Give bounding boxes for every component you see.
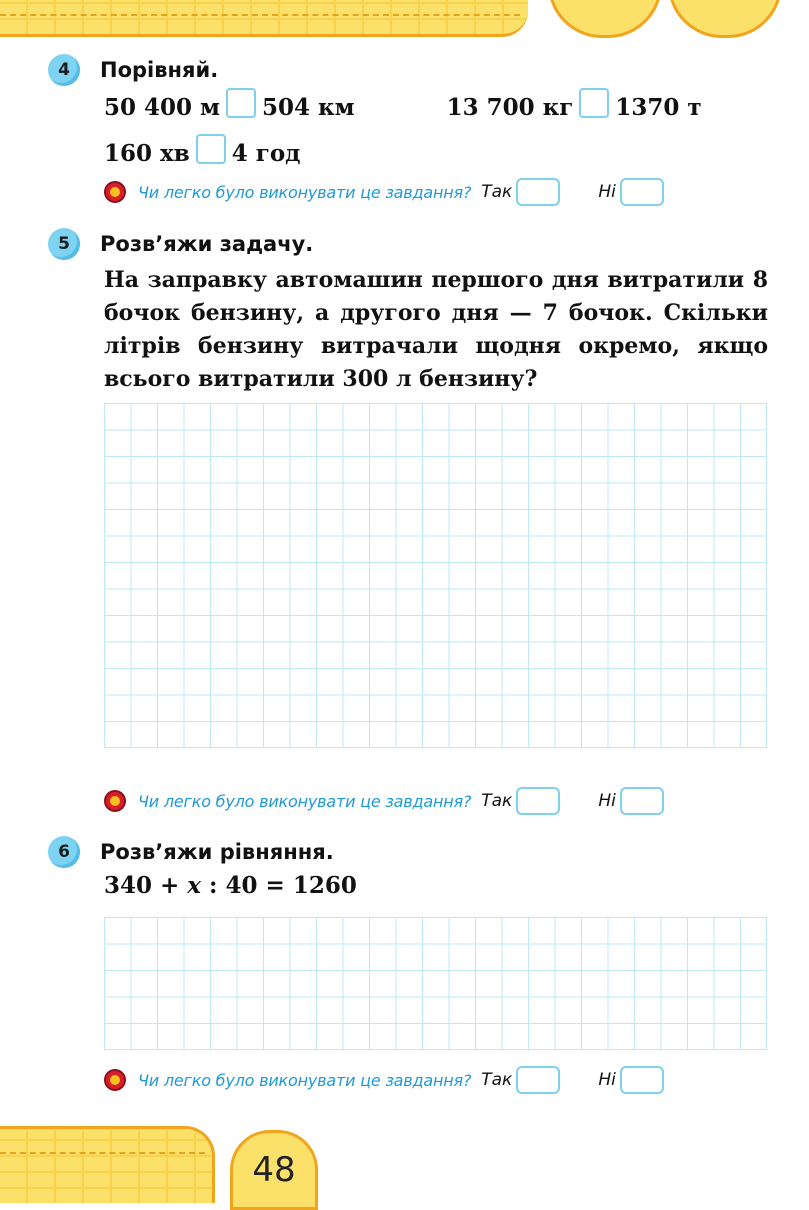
feedback-no-box[interactable] [620, 178, 664, 206]
feedback-yes-label: Так [481, 182, 513, 202]
answer-grid-task-5[interactable] [104, 403, 767, 748]
feedback-row-task-5 [104, 787, 664, 815]
feedback-question: Чи легко було виконувати це завдання? [138, 1070, 472, 1090]
task-4-header [48, 54, 218, 86]
compare-value: 4 год [231, 140, 301, 167]
feedback-row-task-4 [104, 178, 664, 206]
feedback-row-task-6 [104, 1066, 664, 1094]
feedback-question: Чи легко було виконувати це завдання? [138, 182, 472, 202]
feedback-yes-box[interactable] [516, 178, 560, 206]
equation-left: 340 + [104, 872, 188, 899]
feedback-no-label: Ні [598, 1070, 616, 1090]
top-decorative-tab [548, 0, 662, 38]
compare-value: 13 700 кг [446, 94, 574, 121]
task-number-badge: 5 [48, 228, 80, 260]
bottom-band-stitch [0, 1152, 205, 1154]
equation [104, 872, 357, 899]
task-title: Порівняй. [100, 58, 219, 82]
task-5-header [48, 228, 313, 260]
problem-text: На заправку автомашин першого дня витратили 8 бочок бензину, а другого дня — 7 бочок. Скільки літрів бензину витрачали щодня окремо, якщо всього витратили 300 л бензину? [104, 267, 768, 392]
task-6-header [48, 836, 334, 868]
compare-answer-box[interactable] [226, 88, 256, 118]
task-title: Розв’яжи рівняння. [100, 840, 334, 864]
equation-right: : 40 = 1260 [201, 872, 357, 899]
feedback-yes-label: Так [481, 1070, 513, 1090]
bottom-decorative-band [0, 1126, 215, 1203]
feedback-question: Чи легко було виконувати це завдання? [138, 791, 472, 811]
feedback-no-box[interactable] [620, 787, 664, 815]
feedback-no-label: Ні [598, 182, 616, 202]
compare-value: 50 400 м [104, 94, 221, 121]
top-band-stitch [0, 14, 520, 16]
compare-row-2 [104, 134, 301, 167]
arrow-icon [104, 181, 126, 203]
task-number-badge: 4 [48, 54, 80, 86]
feedback-no-box[interactable] [620, 1066, 664, 1094]
compare-value: 504 км [262, 94, 355, 121]
equation-variable: x [187, 872, 202, 899]
compare-value: 1370 т [615, 94, 702, 121]
compare-value: 160 хв [104, 140, 190, 167]
feedback-yes-box[interactable] [516, 787, 560, 815]
arrow-icon [104, 1069, 126, 1091]
top-decorative-tab [668, 0, 782, 38]
compare-row-1 [104, 88, 702, 121]
task-title: Розв’яжи задачу. [100, 232, 314, 256]
compare-answer-box[interactable] [196, 134, 226, 164]
page-number: 48 [230, 1130, 318, 1210]
feedback-yes-label: Так [481, 791, 513, 811]
feedback-no-label: Ні [598, 791, 616, 811]
top-decorative-band [0, 0, 528, 37]
compare-answer-box[interactable] [579, 88, 609, 118]
arrow-icon [104, 790, 126, 812]
feedback-yes-box[interactable] [516, 1066, 560, 1094]
answer-grid-task-6[interactable] [104, 917, 767, 1050]
task-number-badge: 6 [48, 836, 80, 868]
